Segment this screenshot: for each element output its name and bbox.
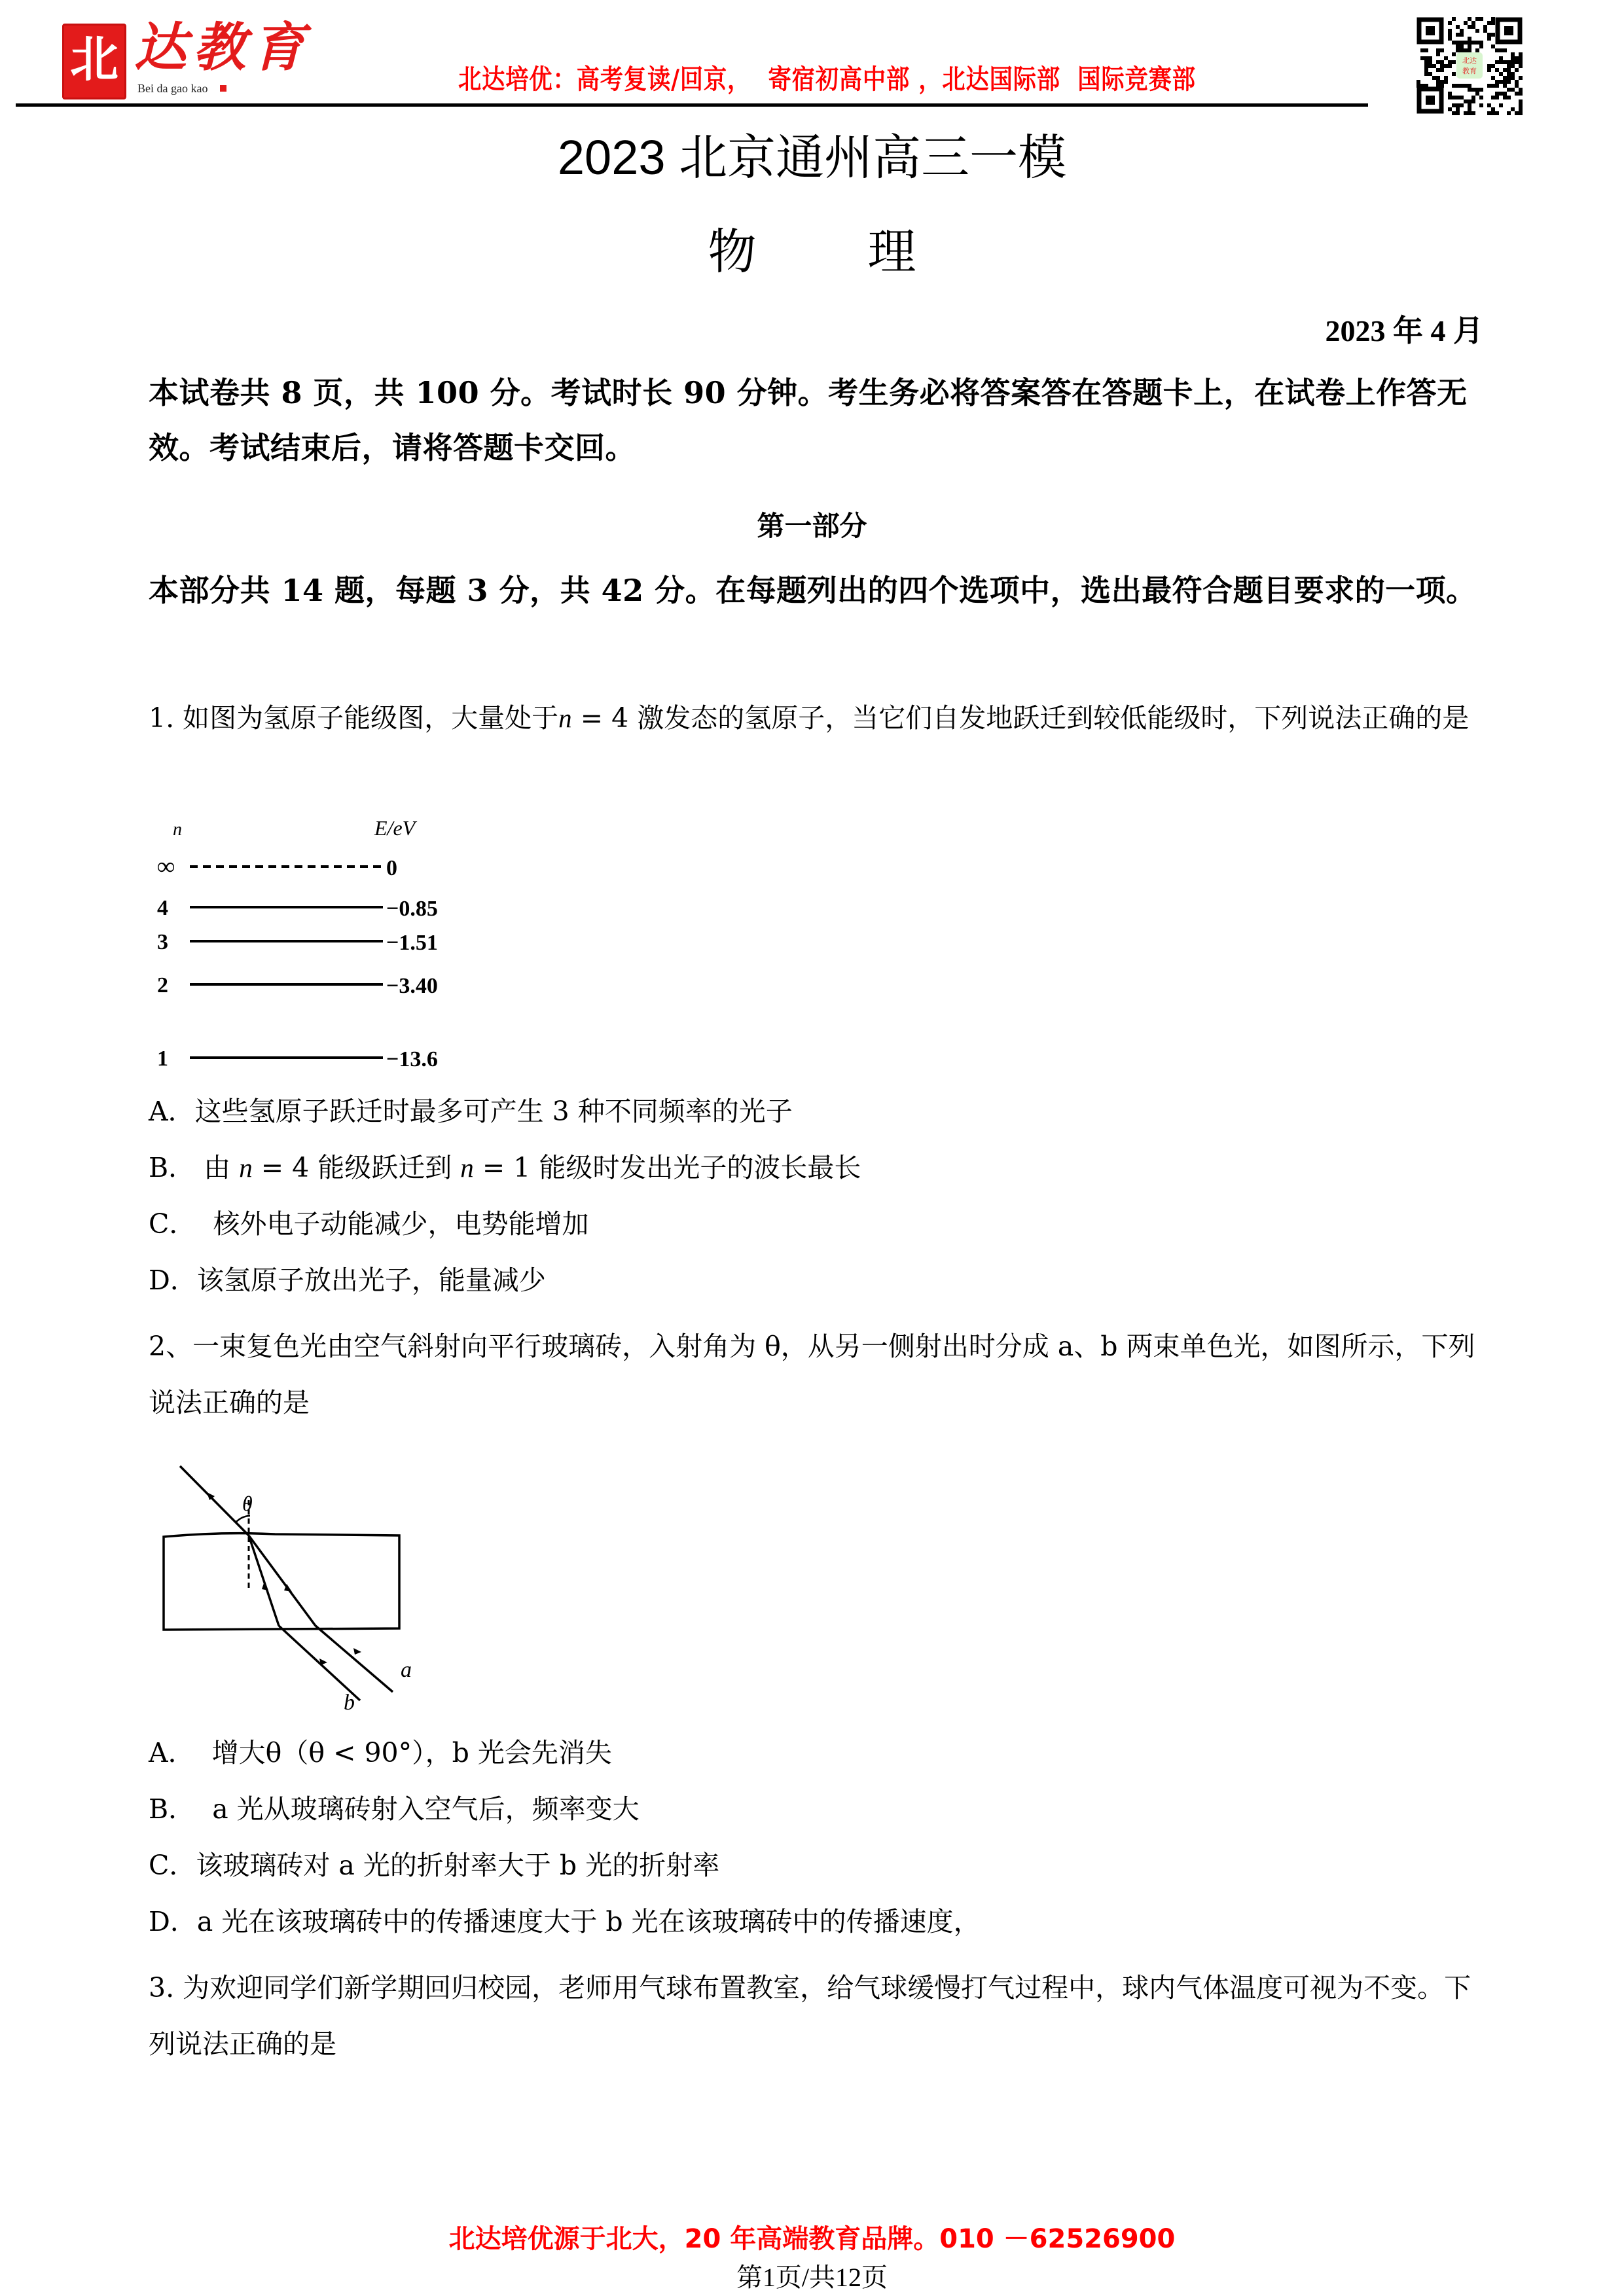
- qr-module: [1515, 92, 1519, 96]
- level-energy-label: −1.51: [386, 931, 438, 955]
- qr-module: [1483, 29, 1487, 33]
- qr-module: [1515, 68, 1519, 72]
- question-3-stem: 3. 为欢迎同学们新学期回归校园，老师用气球布置教室，给气球缓慢打气过程中，球内气体温度可视为不变。下列说法正确的是: [149, 1972, 1471, 2060]
- qr-module: [1519, 52, 1523, 56]
- qr-module: [1444, 64, 1448, 68]
- qr-module: [1491, 84, 1495, 88]
- qr-module: [1468, 41, 1471, 45]
- qr-module: [1460, 45, 1464, 48]
- qr-module: [1471, 41, 1475, 45]
- qr-module: [1519, 107, 1523, 111]
- qr-module: [1503, 68, 1507, 72]
- qr-module: [1495, 48, 1499, 52]
- n-axis-label: n: [173, 819, 182, 840]
- qr-module: [1475, 29, 1479, 33]
- qr-module: [1503, 92, 1507, 96]
- qr-module: [1499, 92, 1503, 96]
- qr-module: [1499, 48, 1503, 52]
- q2-option-d[interactable]: [149, 1903, 981, 1940]
- qr-module: [1456, 96, 1460, 99]
- qr-module: [1456, 111, 1460, 115]
- qr-module: [1491, 45, 1495, 48]
- qr-module: [1479, 88, 1483, 92]
- level-n-label: 2: [157, 973, 168, 997]
- qr-module: [1468, 37, 1471, 41]
- qr-module: [1507, 72, 1511, 76]
- qr-module: [1460, 103, 1464, 107]
- qr-module: [1495, 96, 1499, 99]
- qr-module: [1511, 56, 1515, 60]
- qr-module: [1511, 107, 1515, 111]
- qr-module: [1507, 68, 1511, 72]
- qr-module: [1468, 84, 1471, 88]
- q2-option-b[interactable]: [149, 1791, 640, 1827]
- qr-module: [1456, 25, 1460, 29]
- qr-module: [1432, 76, 1436, 80]
- qr-module: [1460, 48, 1464, 52]
- qr-module: [1483, 25, 1487, 29]
- level-n-label: 1: [157, 1047, 168, 1071]
- level-n-label: 4: [157, 896, 168, 920]
- qr-module: [1460, 96, 1464, 99]
- qr-module: [1424, 64, 1428, 68]
- qr-module: [1448, 64, 1452, 68]
- logo-dot: [220, 85, 226, 92]
- option-text: = 1 能级时发出光子的波长最长: [473, 1152, 861, 1183]
- qr-module: [1456, 41, 1460, 45]
- logo-char: 北: [70, 31, 118, 88]
- qr-module: [1511, 60, 1515, 64]
- qr-module: [1475, 48, 1479, 52]
- qr-module: [1471, 88, 1475, 92]
- qr-module: [1471, 25, 1475, 29]
- qr-module: [1491, 76, 1495, 80]
- section-heading: 第一部分: [757, 510, 867, 542]
- incident-ray: [180, 1466, 249, 1535]
- ray-a-label: a: [401, 1658, 412, 1682]
- question-1-stem: [149, 690, 1484, 746]
- arrow-b-outside: [319, 1659, 327, 1665]
- qr-module: [1456, 84, 1460, 88]
- qr-module: [1479, 17, 1483, 21]
- qr-module: [1515, 80, 1519, 84]
- qr-module: [1460, 29, 1464, 33]
- level-energy-label: −13.6: [386, 1047, 438, 1071]
- option-text: = 4 能级跃迁到: [252, 1152, 461, 1183]
- qr-module: [1452, 96, 1456, 99]
- q1-stem-math: n: [558, 703, 572, 733]
- logo-text: 达教育: [134, 16, 311, 78]
- qr-module: [1491, 21, 1495, 25]
- qr-module: [1444, 76, 1448, 80]
- qr-module: [1448, 107, 1452, 111]
- qr-module: [1507, 80, 1511, 84]
- qr-module: [1515, 56, 1519, 60]
- qr-module: [1519, 56, 1523, 60]
- qr-module: [1499, 56, 1503, 60]
- qr-module: [1448, 96, 1452, 99]
- exam-instructions: 本试卷共 8 页，共 100 分。考试时长 90 分钟。考生务必将答案答在答题卡上，在试卷上作答无效。考试结束后，请将答题卡交回。: [149, 375, 1468, 465]
- qr-module: [1436, 60, 1440, 64]
- qr-module: [1487, 33, 1491, 37]
- qr-module: [1507, 88, 1511, 92]
- subject-char-1: 物: [708, 224, 757, 279]
- qr-module: [1499, 72, 1503, 76]
- option-text: 该氢原子放出光子，能量减少: [196, 1265, 546, 1296]
- qr-module: [1464, 21, 1468, 25]
- qr-module: [1440, 80, 1444, 84]
- qr-module: [1495, 111, 1499, 115]
- qr-module: [1428, 72, 1432, 76]
- qr-module: [1468, 107, 1471, 111]
- qr-module: [1471, 21, 1475, 25]
- qr-module: [1460, 84, 1464, 88]
- qr-module: [1452, 111, 1456, 115]
- qr-module: [1436, 48, 1440, 52]
- qr-module: [1456, 107, 1460, 111]
- qr-module: [1468, 88, 1471, 92]
- qr-module: [1464, 111, 1468, 115]
- energy-axis-label: E/eV: [374, 816, 416, 840]
- qr-module: [1519, 60, 1523, 64]
- qr-module: [1503, 84, 1507, 88]
- qr-module: [1503, 80, 1507, 84]
- option-label: C．: [149, 1850, 196, 1881]
- qr-module: [1487, 21, 1491, 25]
- qr-module: [1507, 60, 1511, 64]
- qr-module: [1436, 76, 1440, 80]
- qr-module: [1519, 92, 1523, 96]
- option-label: C．: [149, 1208, 196, 1240]
- option-text: a 光在该玻璃砖中的传播速度大于 b 光在该玻璃砖中的传播速度，: [196, 1906, 981, 1937]
- energy-level-diagram: [144, 816, 524, 1077]
- footer-slogan: 北达培优源于北大，20 年高端教育品牌。010 －62526900: [448, 2224, 1176, 2254]
- exam-title: 2023 北京通州高三一模: [557, 130, 1067, 185]
- option-text: 这些氢原子跃迁时最多可产生 3 种不同频率的光子: [194, 1096, 793, 1127]
- q1-option-b[interactable]: [149, 1149, 861, 1186]
- qr-module: [1452, 52, 1456, 56]
- q1-stem-mid: = 4: [571, 702, 638, 734]
- qr-module: [1428, 56, 1432, 60]
- qr-module: [1452, 72, 1456, 76]
- qr-module: [1440, 60, 1444, 64]
- qr-module: [1491, 33, 1495, 37]
- header-divider: [16, 103, 1368, 107]
- option-label: A．: [149, 1096, 195, 1127]
- qr-module: [1444, 80, 1448, 84]
- qr-module: [1452, 41, 1456, 45]
- level-n-label: 3: [157, 930, 168, 954]
- qr-module: [1519, 99, 1523, 103]
- qr-module: [1491, 96, 1495, 99]
- qr-module: [1471, 99, 1475, 103]
- q2-option-c[interactable]: [149, 1847, 719, 1884]
- qr-module: [1519, 76, 1523, 80]
- level-energy-label: 0: [386, 856, 397, 880]
- qr-module: [1487, 111, 1491, 115]
- glass-slab-refraction-diagram: [144, 1440, 439, 1715]
- qr-module: [1440, 68, 1444, 72]
- qr-module: [1511, 88, 1515, 92]
- qr-module: [1464, 48, 1468, 52]
- qr-module: [1468, 111, 1471, 115]
- q1-option-a[interactable]: [149, 1093, 793, 1130]
- qr-module: [1424, 72, 1428, 76]
- qr-module: [1452, 17, 1456, 21]
- qr-module: [1468, 25, 1471, 29]
- qr-module: [1464, 84, 1468, 88]
- qr-module: [1468, 17, 1471, 21]
- option-label: A．: [149, 1737, 195, 1768]
- qr-module: [1487, 103, 1491, 107]
- qr-module: [1436, 52, 1440, 56]
- qr-module: [1515, 111, 1519, 115]
- qr-module: [1428, 60, 1432, 64]
- option-label: D．: [149, 1906, 197, 1937]
- qr-module: [1424, 56, 1428, 60]
- qr-module: [1460, 33, 1464, 37]
- qr-module: [1475, 88, 1479, 92]
- qr-module: [1468, 99, 1471, 103]
- qr-module: [1519, 111, 1523, 115]
- qr-module: [1507, 64, 1511, 68]
- qr-module: [1448, 29, 1452, 33]
- qr-module: [1519, 88, 1523, 92]
- header-slogan: 北达培优：高考复读/回京， 寄宿初高中部 ，北达国际部 国际竞赛部: [458, 63, 1196, 95]
- qr-module: [1432, 64, 1436, 68]
- qr-module: [1495, 60, 1499, 64]
- qr-module: [1471, 111, 1475, 115]
- qr-code-icon: [1415, 16, 1524, 115]
- qr-module: [1452, 103, 1456, 107]
- qr-module: [1511, 52, 1515, 56]
- logo-mark: [62, 24, 126, 99]
- qr-module: [1487, 84, 1491, 88]
- qr-module: [1456, 33, 1460, 37]
- qr-module: [1440, 64, 1444, 68]
- qr-module: [1448, 92, 1452, 96]
- qr-module: [1448, 33, 1452, 37]
- qr-module: [1444, 56, 1448, 60]
- qr-module: [1511, 64, 1515, 68]
- qr-module: [1503, 76, 1507, 80]
- qr-module: [1491, 107, 1495, 111]
- qr-module: [1448, 21, 1452, 25]
- qr-module: [1436, 68, 1440, 72]
- qr-module: [1468, 48, 1471, 52]
- qr-module: [1479, 96, 1483, 99]
- ray-a-outside: [316, 1626, 393, 1692]
- qr-module: [1471, 96, 1475, 99]
- qr-module: [1515, 84, 1519, 88]
- qr-module: [1475, 92, 1479, 96]
- ray-b-outside: [279, 1626, 360, 1700]
- q1-stem-after: 激发态的氢原子，当它们自发地跃迁到较低能级时，下列说法正确的是: [637, 702, 1470, 734]
- option-text: 由: [195, 1152, 240, 1183]
- option-text: a 光从玻璃砖射入空气后，频率变大: [195, 1793, 640, 1825]
- qr-module: [1424, 48, 1428, 52]
- qr-module: [1495, 68, 1499, 72]
- qr-module: [1464, 99, 1468, 103]
- qr-module: [1436, 80, 1440, 84]
- qr-module: [1503, 96, 1507, 99]
- logo-subtitle: Bei da gao kao: [137, 82, 208, 95]
- qr-module: [1424, 68, 1428, 72]
- qr-module: [1495, 84, 1499, 88]
- section-instructions: 本部分共 14 题，每题 3 分，共 42 分。在每题列出的四个选项中，选出最符合题目要求的一项。: [149, 573, 1477, 608]
- qr-module: [1495, 80, 1499, 84]
- subject-char-2: 理: [867, 224, 916, 279]
- qr-module: [1499, 80, 1503, 84]
- qr-module: [1511, 72, 1515, 76]
- ray-b-inside: [249, 1535, 279, 1626]
- qr-module: [1491, 111, 1495, 115]
- ray-b-label: b: [344, 1691, 355, 1715]
- qr-module: [1499, 60, 1503, 64]
- option-text: 增大θ（θ < 90°），b 光会先消失: [194, 1737, 612, 1768]
- option-math: n: [460, 1153, 474, 1183]
- qr-center-text-top: 北达: [1462, 57, 1477, 65]
- q1-option-d[interactable]: [149, 1262, 546, 1299]
- qr-module: [1440, 48, 1444, 52]
- qr-module: [1464, 41, 1468, 45]
- qr-module: [1428, 64, 1432, 68]
- qr-module: [1452, 60, 1456, 64]
- qr-module: [1475, 17, 1479, 21]
- qr-module: [1499, 103, 1503, 107]
- qr-module: [1468, 45, 1471, 48]
- theta-label: θ: [242, 1492, 253, 1515]
- page-number: 第1页/共12页: [736, 2263, 888, 2292]
- qr-module: [1491, 17, 1495, 21]
- qr-module: [1503, 60, 1507, 64]
- qr-module: [1424, 60, 1428, 64]
- arrow-a-outside: [353, 1648, 361, 1655]
- option-label: D．: [149, 1265, 197, 1296]
- qr-module: [1507, 96, 1511, 99]
- qr-center-text-bottom: 教育: [1462, 67, 1477, 75]
- qr-module: [1491, 64, 1495, 68]
- qr-module: [1487, 64, 1491, 68]
- qr-module: [1519, 64, 1523, 68]
- qr-module: [1456, 45, 1460, 48]
- option-label: B．: [149, 1152, 196, 1183]
- level-energy-label: −3.40: [386, 974, 438, 998]
- qr-module: [1507, 111, 1511, 115]
- exam-date: 2023 年 4 月: [1325, 314, 1483, 348]
- qr-module: [1479, 45, 1483, 48]
- qr-module: [1511, 76, 1515, 80]
- qr-module: [1468, 103, 1471, 107]
- qr-module: [1519, 103, 1523, 107]
- qr-module: [1456, 48, 1460, 52]
- qr-module: [1507, 76, 1511, 80]
- qr-module: [1460, 41, 1464, 45]
- qr-module: [1452, 84, 1456, 88]
- qr-module: [1487, 68, 1491, 72]
- qr-module: [1456, 103, 1460, 107]
- ray-a-inside: [249, 1535, 316, 1626]
- option-label: B．: [149, 1793, 196, 1825]
- q2-option-a[interactable]: [149, 1734, 612, 1771]
- qr-module: [1475, 41, 1479, 45]
- qr-module: [1448, 37, 1452, 41]
- qr-module: [1487, 37, 1491, 41]
- qr-module: [1515, 60, 1519, 64]
- level-energy-label: −0.85: [386, 897, 438, 921]
- qr-module: [1495, 92, 1499, 96]
- qr-module: [1479, 103, 1483, 107]
- option-text: 该玻璃砖对 a 光的折射率大于 b 光的折射率: [196, 1850, 720, 1881]
- subject-title: [0, 223, 1624, 281]
- q1-stem-text: 1. 如图为氢原子能级图，大量处于: [149, 702, 559, 734]
- question-2-stem: 2、一束复色光由空气斜射向平行玻璃砖，入射角为 θ，从另一侧射出时分成 a、b 两束单色光，如图所示，下列说法正确的是: [149, 1331, 1475, 1418]
- qr-module: [1416, 80, 1420, 84]
- q1-option-c[interactable]: [149, 1206, 588, 1242]
- option-math: n: [239, 1153, 253, 1183]
- level-n-label: ∞: [157, 853, 175, 880]
- qr-module: [1420, 48, 1424, 52]
- option-text: 核外电子动能减少，电势能增加: [196, 1208, 589, 1240]
- qr-module: [1420, 56, 1424, 60]
- qr-module: [1448, 60, 1452, 64]
- qr-module: [1479, 41, 1483, 45]
- qr-module: [1503, 48, 1507, 52]
